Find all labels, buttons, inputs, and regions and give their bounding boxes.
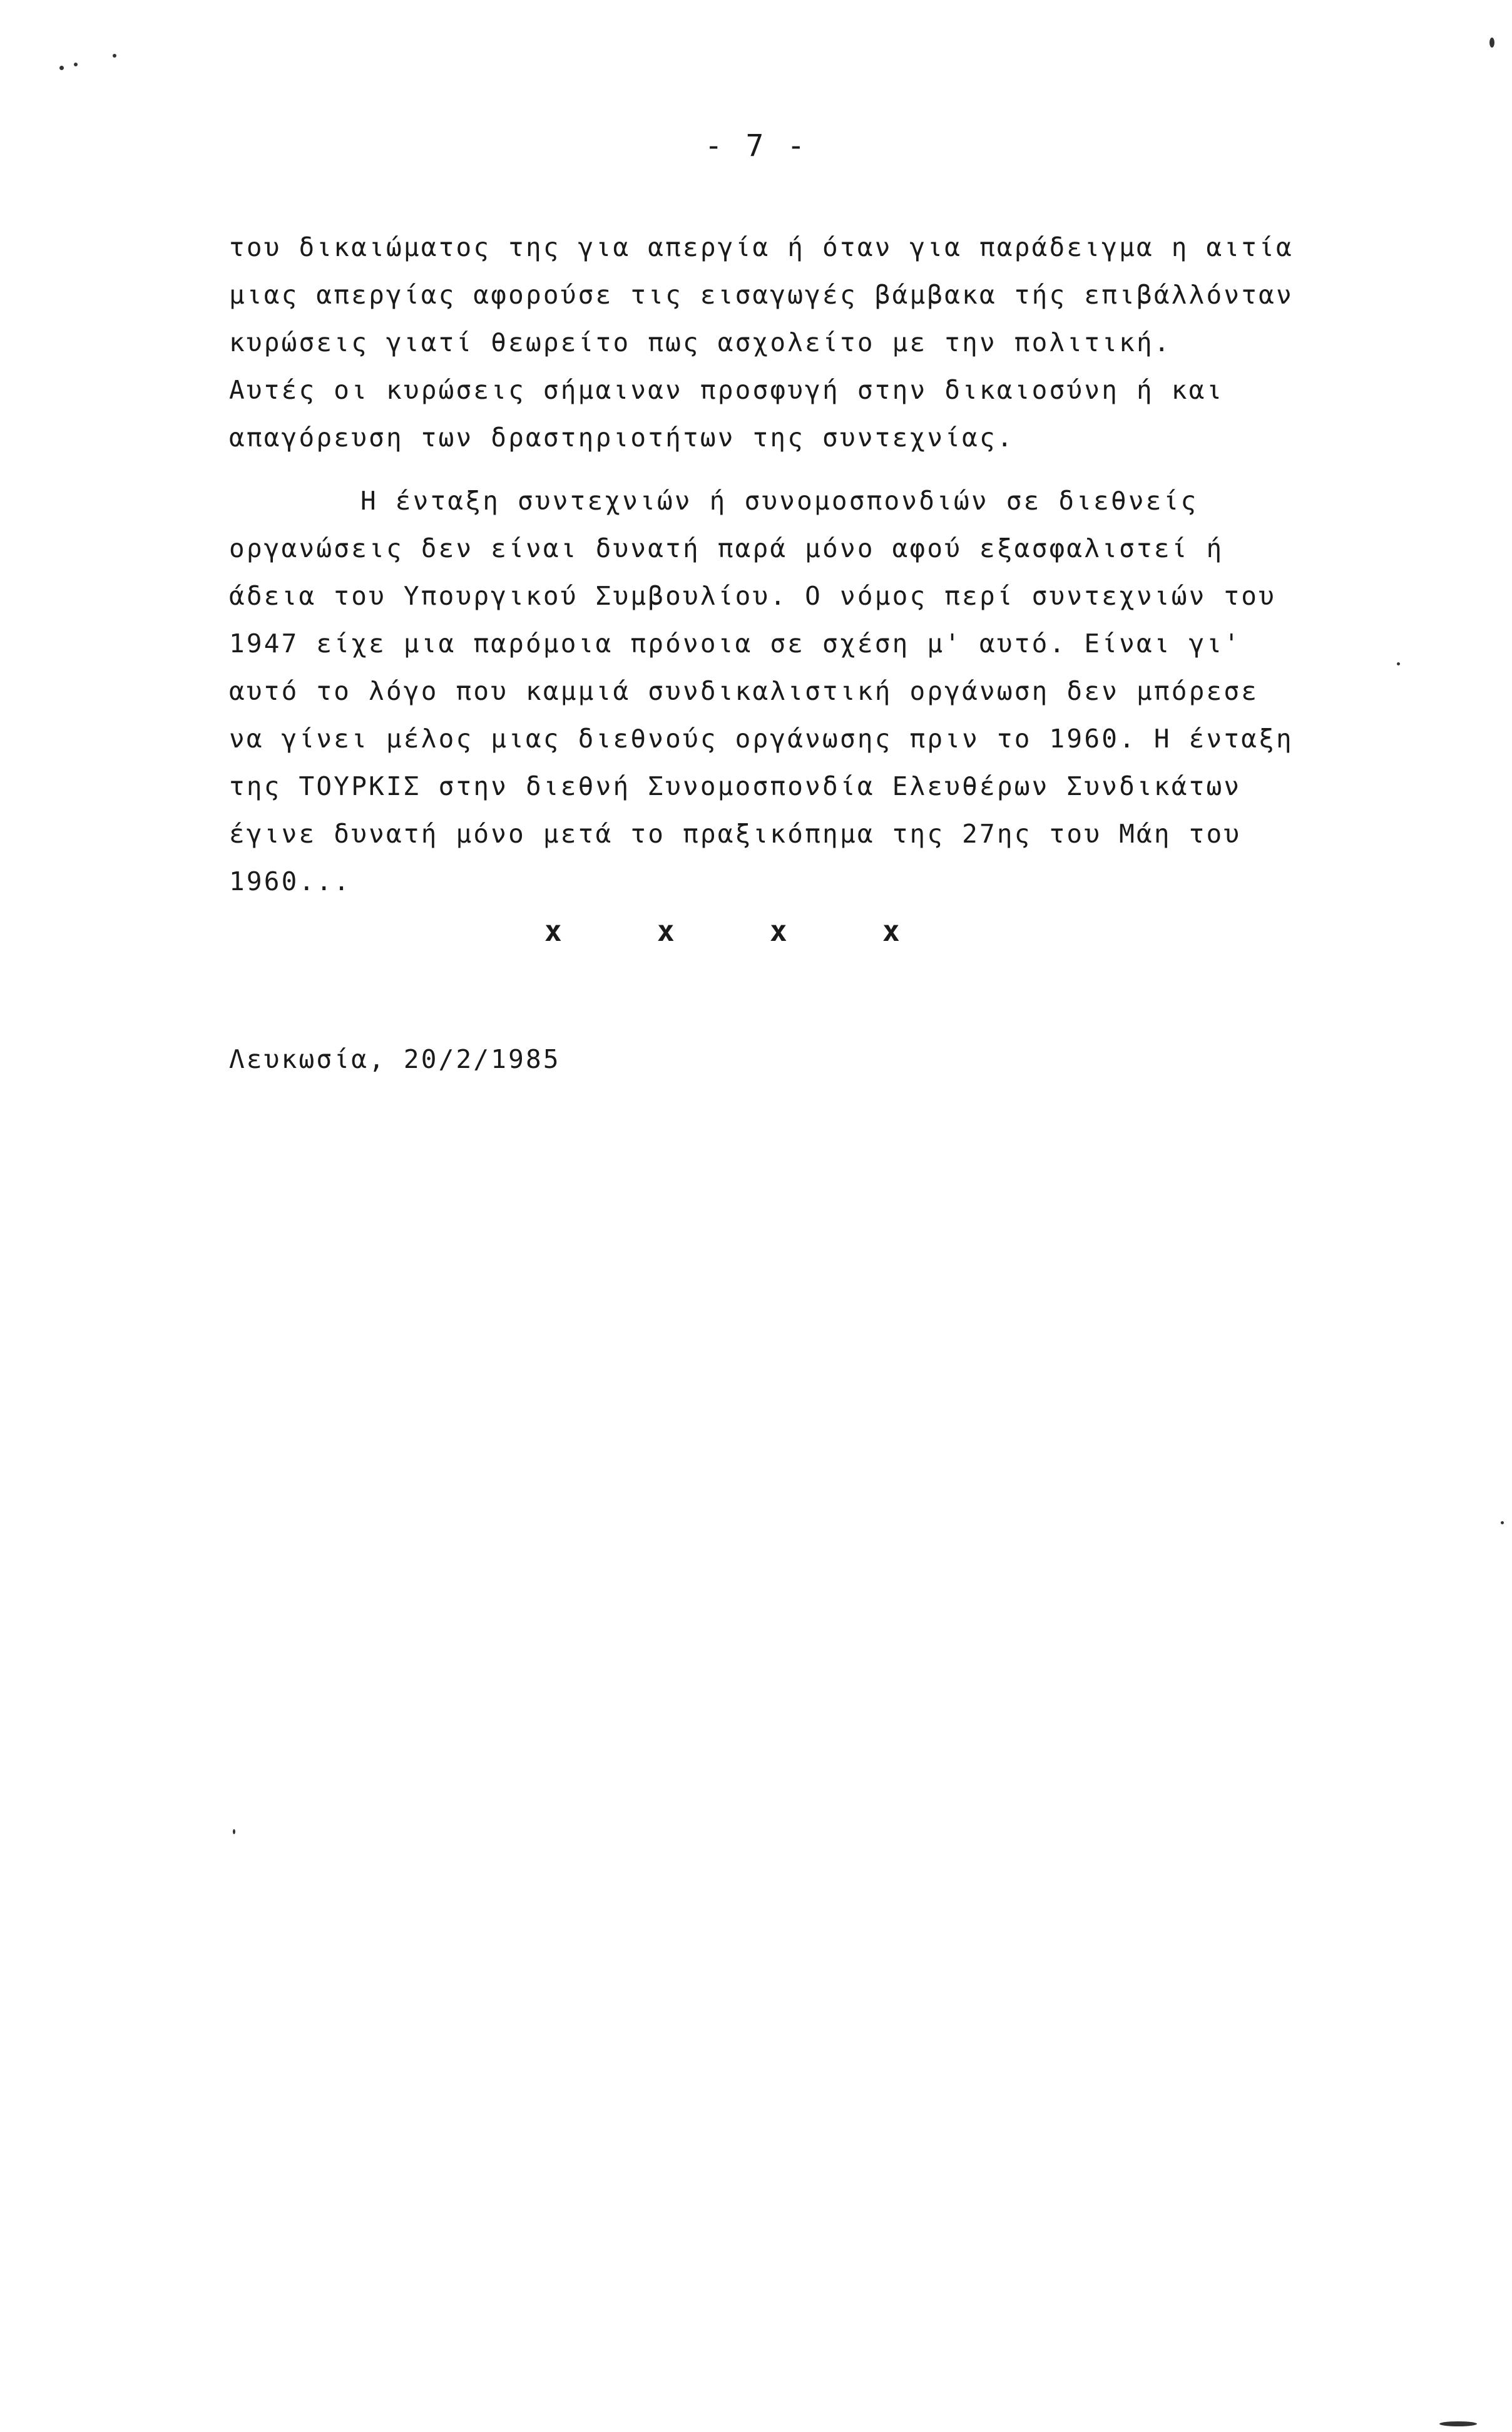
paragraph-1-line-1: του δικαιώματος της για απεργία ή όταν για παράδειγμα η αιτία xyxy=(229,232,1294,262)
paragraph-2-line-9: 1960... xyxy=(229,866,352,896)
paragraph-2-line-4: 1947 είχε μια παρόμοια πρόνοια σε σχέση μ' αυτό. Είναι γι' xyxy=(229,629,1242,659)
paragraph-1-line-2: μιας απεργίας αφορούσε τις εισαγωγές βάμβακα τής επιβάλλόνταν xyxy=(229,280,1294,310)
paragraph-1-line-3: κυρώσεις γιατί θεωρείτο πως ασχολείτο με την πολιτική. xyxy=(229,327,1172,357)
scan-speck xyxy=(1501,1521,1504,1524)
paragraph-2-line-5: αυτό το λόγο που καμμιά συνδικαλιστική οργάνωση δεν μπόρεσε xyxy=(229,676,1259,706)
separator-mark: x xyxy=(657,914,675,948)
page-number: - 7 - xyxy=(704,128,808,163)
paragraph-1-line-4: Αυτές οι κυρώσεις σήμαιναν προσφυγή στην δικαιοσύνη ή και xyxy=(229,375,1224,405)
separator-mark: x xyxy=(770,914,787,948)
paragraph-2-line-6: να γίνει μέλος μιας διεθνούς οργάνωσης πριν το 1960. Η ένταξη xyxy=(229,724,1294,754)
paragraph-2-line-8: έγινε δυνατή μόνο μετά το πραξικόπημα της 27ης του Μάη του xyxy=(229,819,1242,849)
paragraph-2-line-7: της ΤΟΥΡΚΙΣ στην διεθνή Συνομοσπονδία Ελευθέρων Συνδικάτων xyxy=(229,771,1242,801)
scan-speck xyxy=(1489,38,1494,48)
paragraph-2-line-2: οργανώσεις δεν είναι δυνατή παρά μόνο αφού εξασφαλιστεί ή xyxy=(229,533,1224,563)
separator-mark: x xyxy=(882,914,900,948)
scan-speck xyxy=(233,1829,235,1834)
scan-speck xyxy=(1439,2421,1477,2426)
paragraph-1-line-5: απαγόρευση των δραστηριοτήτων της συντεχνίας. xyxy=(229,423,1014,453)
scan-speck xyxy=(59,66,64,70)
scan-speck xyxy=(74,63,78,66)
paragraph-2-line-3: άδεια του Υπουργικού Συμβουλίου. Ο νόμος περί συντεχνιών του xyxy=(229,581,1277,611)
scan-speck xyxy=(1397,662,1400,665)
separator-mark: x xyxy=(544,914,562,948)
paragraph-2-line-1: Η ένταξη συντεχνιών ή συνομοσπονδιών σε διεθνείς xyxy=(360,486,1198,516)
place-date: Λευκωσία, 20/2/1985 xyxy=(229,1044,561,1074)
section-separator xyxy=(544,914,995,948)
scan-speck xyxy=(113,54,116,58)
